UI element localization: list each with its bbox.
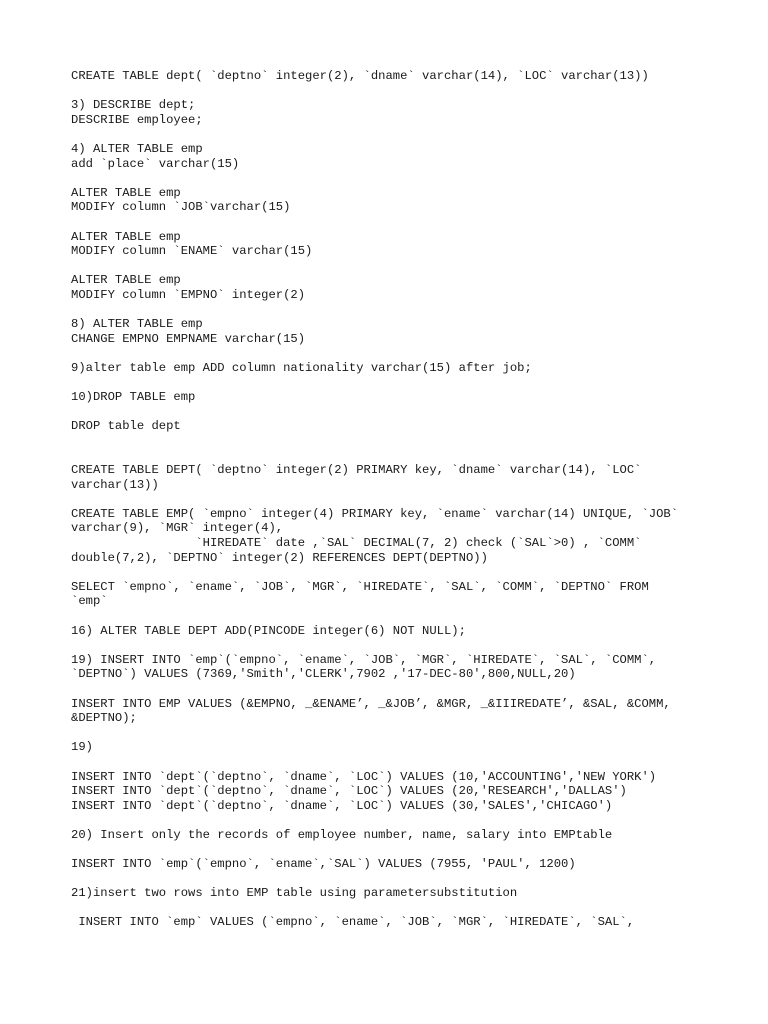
sql-block <box>71 857 731 872</box>
code-line: MODIFY column `JOB`varchar(15) <box>71 200 291 215</box>
sql-block <box>71 915 731 930</box>
code-line: DESCRIBE employee; <box>71 112 203 127</box>
code-line: CHANGE EMPNO EMPNAME varchar(15) <box>71 331 306 346</box>
code-line: 16) ALTER TABLE DEPT ADD(PINCODE integer(6) NOT NULL); <box>71 623 466 638</box>
sql-block <box>71 653 731 682</box>
code-line: 21)insert two rows into EMP table using parametersubstitution <box>71 886 518 901</box>
code-line: INSERT INTO `dept`(`deptno`, `dname`, `LOC`) VALUES (10,'ACCOUNTING','NEW YORK') <box>71 769 657 784</box>
sql-block <box>71 463 731 492</box>
code-line: INSERT INTO `dept`(`deptno`, `dname`, `LOC`) VALUES (30,'SALES','CHICAGO') <box>71 798 613 813</box>
sql-block <box>71 770 731 814</box>
code-line: INSERT INTO `dept`(`deptno`, `dname`, `LOC`) VALUES (20,'RESEARCH','DALLAS') <box>71 784 627 799</box>
sql-block <box>71 230 731 259</box>
code-line: ALTER TABLE emp <box>71 273 181 288</box>
sql-block <box>71 580 731 609</box>
sql-block <box>71 186 731 215</box>
code-line: INSERT INTO `emp`(`empno`, `ename`,`SAL`) VALUES (7955, 'PAUL', 1200) <box>71 857 576 872</box>
code-line: CREATE TABLE EMP( `empno` integer(4) PRIMARY key, `ename` varchar(14) UNIQUE, `JOB` <box>71 506 679 521</box>
sql-block <box>71 317 731 346</box>
code-line: 10)DROP TABLE emp <box>71 390 196 405</box>
document-page <box>71 69 731 945</box>
sql-block <box>71 828 731 843</box>
code-line: CREATE TABLE dept( `deptno` integer(2), `dname` varchar(14), `LOC` varchar(13)) <box>71 69 649 83</box>
sql-block <box>71 697 731 726</box>
code-line: 3) DESCRIBE dept; <box>71 98 196 113</box>
sql-block <box>71 361 731 376</box>
code-line: INSERT INTO `emp` VALUES (`empno`, `ename`, `JOB`, `MGR`, `HIREDATE`, `SAL`, <box>71 915 635 930</box>
sql-block <box>71 886 731 901</box>
code-line: ALTER TABLE emp <box>71 229 181 244</box>
code-line: 20) Insert only the records of employee number, name, salary into EMPtable <box>71 827 613 842</box>
code-line: MODIFY column `ENAME` varchar(15) <box>71 244 313 259</box>
code-line: `HIREDATE` date ,`SAL` DECIMAL(7, 2) check (`SAL`>0) , `COMM` <box>71 536 642 550</box>
code-line: 19) <box>71 740 93 755</box>
sql-block <box>71 507 731 565</box>
code-line: ALTER TABLE emp <box>71 185 181 200</box>
sql-block <box>71 419 731 434</box>
code-line: &DEPTNO); <box>71 711 137 726</box>
sql-block <box>71 69 731 84</box>
code-line: varchar(13)) <box>71 477 159 492</box>
code-line: SELECT `empno`, `ename`, `JOB`, `MGR`, `HIREDATE`, `SAL`, `COMM`, `DEPTNO` FROM <box>71 579 649 594</box>
code-line: 19) INSERT INTO `emp`(`empno`, `ename`, `JOB`, `MGR`, `HIREDATE`, `SAL`, `COMM`, <box>71 652 657 667</box>
sql-block <box>71 98 731 127</box>
code-line: double(7,2), `DEPTNO` integer(2) REFERENCES DEPT(DEPTNO)) <box>71 550 488 565</box>
code-line: 4) ALTER TABLE emp <box>71 141 203 156</box>
sql-block <box>71 740 731 755</box>
code-line: `DEPTNO`) VALUES (7369,'Smith','CLERK',7902 ,'17-DEC-80',800,NULL,20) <box>71 667 576 682</box>
sql-block <box>71 273 731 302</box>
code-line: `emp` <box>71 594 108 609</box>
code-line: 8) ALTER TABLE emp <box>71 317 203 332</box>
code-line: 9)alter table emp ADD column nationality varchar(15) after job; <box>71 360 532 375</box>
code-line: CREATE TABLE DEPT( `deptno` integer(2) PRIMARY key, `dname` varchar(14), `LOC` <box>71 463 642 478</box>
code-line: varchar(9), `MGR` integer(4), <box>71 521 284 536</box>
code-line: MODIFY column `EMPNO` integer(2) <box>71 287 306 302</box>
sql-block <box>71 624 731 639</box>
code-line: add `place` varchar(15) <box>71 156 240 171</box>
code-line: DROP table dept <box>71 419 181 434</box>
sql-block <box>71 142 731 171</box>
sql-block <box>71 390 731 405</box>
code-line: INSERT INTO EMP VALUES (&EMPNO, _&ENAME’, _&JOB’, &MGR, _&IIIREDATE’, &SAL, &COMM, <box>71 696 671 711</box>
